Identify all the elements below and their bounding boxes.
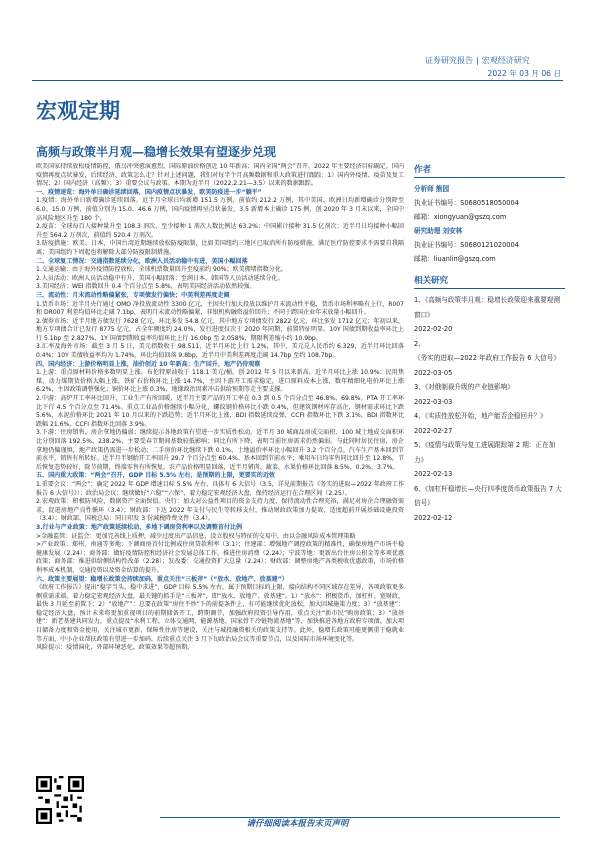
related-report-number: 6、 bbox=[414, 484, 425, 493]
related-report-number: 1、 bbox=[414, 296, 425, 304]
related-report-date: 2022-02-27 bbox=[414, 426, 453, 435]
report-header bbox=[425, 55, 530, 66]
body-paragraph: 2.债券市场：近半月地方债发行 7628 亿元，环比多发 54.8 亿元，其中地方专项债发行 2822 亿元，环比多发 1712 亿元；年初以来，地方专项债合计已发行 8775 亿元，占全年额度约 24.0%，发行进度仅次于 2020 年同期，前置特征明显。10Y 国债到期收益率环比上行 5.1bp 至 2.827%，1Y 国债到期收益率均值环比上行 16.0bp 至 2.058%，期限利差缩小约 10.9bp。 bbox=[36, 317, 404, 342]
email-label: 邮箱： bbox=[414, 213, 434, 221]
related-report-item[interactable] bbox=[414, 337, 565, 381]
body-paragraph: 欧美国家持续放松疫情防控，俄乌冲突愈演愈烈，国际原油价格创近 10 年新高；国内全国“两会”召开，2022 年主要经济目标确定，国内疫情再度点状暴发，后续经济、政策怎么走？针对上述问题，我们对每半个月高频数据和重大政策进行跟踪：1）国内外疫情、疫苗及复工情况；2）国内经济（高频）；3）重要会议与政策。本期为近半月（2022.2.21—3.5）以来的数据跟踪。 bbox=[36, 163, 404, 188]
related-report-item[interactable] bbox=[414, 293, 565, 337]
body-paragraph: 1.货币市场：近半月央行通过 OMO 净投放流动性 3300 亿元，主因央行加大投放以维护月末流动性平稳，货币市场利率略有上行，R007 和 DR007 利差均值环比走阔 7.1bp，表明月末流动性略偏紧，非银机构融资溢价回升；不同于跨国企业年末放量小幅回升。 bbox=[36, 300, 404, 317]
author-name: 熊园 bbox=[435, 185, 450, 193]
header-separator: | bbox=[476, 56, 479, 65]
related-report-title-text: 《实质性放松开始，地产能否企稳回升？》 bbox=[424, 412, 547, 420]
report-category: 宏观经济研究 bbox=[481, 56, 530, 65]
related-report-title bbox=[414, 337, 565, 366]
related-report-number: 3、 bbox=[414, 383, 425, 391]
body-paragraph: 1.交通运输：由于海外疫情防控放松，全球机票数量回升至疫前约 90%；欧美拥堵指数分化。 bbox=[36, 266, 287, 274]
related-report-item[interactable] bbox=[414, 409, 565, 438]
related-report-number: 2、 bbox=[414, 339, 425, 348]
body-paragraph: 《政府工作报告》提出“稳字当头、稳中求进”，GDP 目标 5.5% 左右，属于预期目标的上限，接向结构不同区域存在差异，各项政策更多侧重需求端。着力稳定宏观经济大盘，最关键的抓手是“三板斧”，即“放水、放地产、放基建”。1）“放水”：积极货币，加杠杆，宽财政，最快 3 月延至前置下；2）“放地产”：总要在政策“房住不炒”下的前提条件上，有可能继续优化放松，加大因城施策力度；3）“放基建”：稳定经济大盘，预计未来将更加重视项目的前期储备开工，跨期调节，加强政府投资引导作用，重点关注“新市民”购房政策；3）“放基建”：新老基建共同发力，重点提及“水利工程、立体交通网、能源基地、国家骨干冷链物流基地”等，加快推进各地方政府专项债、加大项目储备力度和资金使用，关注城市更新、保障性住房等建设，关注与城投融资相关的政策支持等。此外，稳增长政策可能更侧重于稳就业等方面，中小企业帮扶政策有望进一步加码。后续重点关注 3 月下旬政治局会议等重要节点，以及国际市场环境变化等。 bbox=[36, 584, 404, 643]
section-heading: 一、疫情速览：海外单日确诊延续回落，国内疫情点状暴发，欧美防疫进一步“躺平” bbox=[36, 188, 262, 196]
related-report-item[interactable] bbox=[414, 438, 565, 482]
body-paragraph: 3.防疫措施：欧美、日本、中国台湾近期继续放松防疫限制，比如美国纽约三地区已取消所有防疫措施，满足医疗防控要求不需要自我隔离；美国组约下周起也将解除大部分防疫限制措施。 bbox=[36, 240, 404, 256]
authors-list bbox=[414, 182, 565, 266]
body-paragraph: 1.上游：重点原材料价格多数明显上涨。布伦特原油收于 118.1 美元/桶，创 2012 年 5 月以来新高，近半月环比上涨 10.9%；民用焦煤、动力煤期货价格大幅上涨，铁矿石价格环比上涨 14.7%，主因下游开工需求稳定，进口原料成本上涨，数年精细化电价环比上涨 6.2%，主因政策调整强化；铜价环比上涨 0.3%，地缘政治因素冲击供给预期等走主要支撑。 bbox=[36, 369, 404, 394]
related-report-number: 5、 bbox=[414, 441, 425, 449]
section-heading: 五、国内重大政策：“两会”召开，GDP 目标 5.5% 左右，是预期的上限，更要实的近效 bbox=[36, 472, 275, 480]
related-research-list bbox=[414, 293, 565, 525]
related-report-date: 2022-02-12 bbox=[414, 513, 453, 522]
document-subtitle: 高频与政策半月观—稳增长效果有望逐步兑现 bbox=[36, 145, 277, 159]
related-report-title-text: 《加杠杆稳增长—央行四季度货币政策报告 7 大信号》 bbox=[414, 484, 562, 507]
section-heading: 三、流动性：月末流动性略偏紧张，专项债发行偏快；中美利差再度走阔 bbox=[36, 291, 230, 299]
related-report-date: 2022-03-05 bbox=[414, 368, 453, 377]
body-paragraph: 2.疫苗：全球每百人接种量升至 108.3 剂次，至少接种 1 剂次人数比例达 63.2%；中国累计接种 31.5 亿剂次；近半月日均接种小幅回升至 564.2 万剂次，前值约 520.4 万剂次。 bbox=[36, 223, 404, 239]
related-report-title bbox=[414, 409, 565, 424]
license-number: S0680121020004 bbox=[460, 241, 519, 249]
body-paragraph: 3.下游：住房销售、房企拿地仍偏弱；继续提示各地政策有望进一步实质性松动。近半月 30 城商品房成交面积、100 城土地成交面积环比分别回落 192.5%、238.2%，主要受春节期间基数较低影响；同比有所下降，表明当前住房需求仍然偏弱。与此同时居民住房，房企拿地仍偏谨慎，地产政策仍需进一步松动；二手房价环比继续下跌 0.1%，土地溢价率环比小幅回升 3.2 个百分点。汽车生产基本回到节前水平，销售有所转好。近半月半钢胎开工率回升 29.7 个百分点至 60.4%。基本回到节前水平；乘用车日均零售同比回升至 12.8%，节后恢复态势较好，除节前期，终端零售有所恢复。农产品价格明显回落，近半月猪肉、蔬菜、水果价格环比回落 8.5%、0.2%、3.7%。 bbox=[36, 429, 404, 471]
authors-heading: 作者 bbox=[414, 163, 565, 178]
footer-disclaimer: 请仔细阅读本报告末页声明 bbox=[246, 819, 349, 829]
body-paragraph: 1.重要会议：“两会”：确定 2022 年 GDP 增速目标 5.5% 左右，具体有 6 大信号（3.5，详见前期报告《务实的进取—2022 年政府工作报告 6 大信号》）；政治局会议：继续做好“六稳”“六保”，着力稳定宏观经济大盘，保持经济运行在合理区间（2.25）。 bbox=[36, 480, 404, 497]
email-label: 邮箱： bbox=[414, 255, 434, 263]
related-report-title bbox=[414, 438, 565, 467]
related-report-date: 2022-02-20 bbox=[414, 325, 453, 333]
report-date: 2022 年 03 月 06 日 bbox=[487, 69, 561, 78]
related-report-item[interactable] bbox=[414, 482, 565, 526]
body-paragraph: 2.中游：高炉开工率环比回升，工业生产有所回暖，近半月主要产品的开工率在 0.3 到 0.5 个百分点至 46.8%、69.8%。PTA 开工率环比下行 4.5 个百分点至 71.4%。重点工业品价格继续小幅分化，螺纹钢价格环比小跌 0.4%，但建筑钢材库存高企，钢材需求环比下跌 5.6%，水泥价格环比 2021 年 10 月以来的下跌趋势；近半月环比上涨，BDI 指数延续反弹，CCFI 指数环比下跌 3.1%，BDI 指数环比跌幅 21.6%，CCFI 指数环比回落 3.9%。 bbox=[36, 395, 404, 428]
document-title: 宏观定期 bbox=[36, 98, 120, 123]
section-heading: 四、国内经济：上游价格明显上涨，油价创近 10 年新高；生产回升，地产仍待观察 bbox=[36, 360, 261, 368]
body-paragraph: >产业政策：郑州、南通等多地：下调商房首付比例或住房贷款利率（3.1）；住建部：增强地产调控政策的精准性，确保房地产市场平稳健康发展（2.24）；商务部：做好疫情防控和经济社会发展总体工作，推进住房消费（2.24）；宁波等地：更新出台住房公积金等多项优惠政策；商务部：推进供给侧结构性改革（2.28）；发改委：交通投资扩大总量（2.24）；财政部：调整房地产各类税收优惠政策，市场价格利率成本机制，交通投资以及资金结算的提升。 bbox=[36, 541, 404, 574]
related-report-title bbox=[414, 482, 565, 511]
related-heading: 相关研究 bbox=[414, 274, 565, 289]
license-label: 执业证书编号： bbox=[414, 241, 461, 249]
report-body bbox=[36, 163, 404, 818]
body-paragraph: 1.疫情：海外单日新增确诊延续回落。近半月全球日均新增 151.5 万例，前值约 212.2 万例，其中美国、欧洲日均新增确诊分别降至 6.0、15.0 万例，前值分别为 15.0、46.6 万例，国内疫情再呈点状暴发，3.5 新增本土确诊 175 例，创 2020 年 3 月未以来，全国中高风险地区升至 180 个。 bbox=[36, 197, 404, 222]
author-email: liuanlin@gszq.com bbox=[433, 255, 496, 263]
body-paragraph: 风险提示：疫情演化、外部环境恶化、政策效果等超预期。 bbox=[36, 644, 194, 652]
sidebar bbox=[414, 163, 565, 525]
author-card bbox=[414, 224, 565, 266]
body-paragraph: 2.宏观政策：积极防风险，数据资产全面保值。央行：加大对公益性项目的资金支持力度，保持流动性合理充裕，满足对房企合理融资需求，促进房地产良性循环（3.4）；财政部：下达 2022 年支付与民生等转移支付，推动财政政策加力提效，适度超前开展基础设施投资（3.4）；财政部、国税总局：同日印发 3 份减税降费文件（3.4）。 bbox=[36, 498, 404, 523]
body-paragraph: 3.汇率及海外市场：截至 3 月 5 日，美元指数收于 98.511，近半月环比上行 1.2%，其中，美元兑人民币约 6.329，近半月环比回落 0.4%；10Y 美债收益率均为 1.74%，环比均值回落 9.8bp，近半月中美利差再度走阔 14.7bp 至约 108.7bp。 bbox=[36, 343, 404, 360]
related-report-title-text: 《对俄制裁升级的产业链影响》 bbox=[424, 383, 514, 391]
related-report-title-text: 《高频与政策半月观：稳增长政策迎来重要观测窗口》 bbox=[414, 296, 560, 319]
body-paragraph: >金融监管：证监会：更加完善线上质押，减少过度出产品信息，设立股权与特征的交易中，由以金融风险成本管理策略 bbox=[36, 532, 356, 540]
body-paragraph: 3.美国经济：WEI 指数回升 0.4 个百分点至 5.8%，表明美国经济活动依然较强。 bbox=[36, 283, 256, 291]
related-report-title-text: 《务实的进取—2022 年政府工作报告 6 大信号》 bbox=[414, 354, 560, 362]
related-report-date: 2022-02-13 bbox=[414, 470, 453, 478]
header-rule bbox=[32, 80, 563, 81]
related-report-title bbox=[414, 380, 565, 395]
report-type: 证券研究报告 bbox=[425, 56, 473, 65]
author-name: 刘安林 bbox=[442, 227, 463, 235]
section-heading: 六、政策主要展望：稳增长政策会持续加码，重点关注“三板斧”（“放水、放地产、放基建”） bbox=[36, 575, 288, 583]
related-report-title bbox=[414, 293, 565, 322]
related-report-item[interactable] bbox=[414, 380, 565, 409]
author-role: 分析师 bbox=[414, 185, 434, 193]
related-report-date: 2022-03-03 bbox=[414, 397, 453, 406]
section-heading: 3.行业与产业政策：地产政策延续松动，多地下调房贷利率以及调整首付比例 bbox=[36, 523, 243, 531]
author-role: 研究助理 bbox=[414, 227, 441, 235]
license-number: S0680518050004 bbox=[460, 199, 519, 207]
related-report-title-text: 《疫情与政策与复工进展跟踪第 2 期：正在加力》 bbox=[414, 441, 556, 464]
author-card bbox=[414, 182, 565, 224]
related-report-number: 4、 bbox=[414, 412, 425, 420]
author-email: xiongyuan@gszq.com bbox=[433, 213, 507, 221]
section-heading: 二、全球复工情况：交通指数延续分化，欧洲人员活动稳中有进，美国小幅回落 bbox=[36, 257, 248, 265]
body-paragraph: 2.人员活动：欧洲人员活动稳中有升，美国小幅回落；至润日本、韩国等人员活动延续分化。 bbox=[36, 274, 284, 282]
license-label: 执业证书编号： bbox=[414, 199, 461, 207]
